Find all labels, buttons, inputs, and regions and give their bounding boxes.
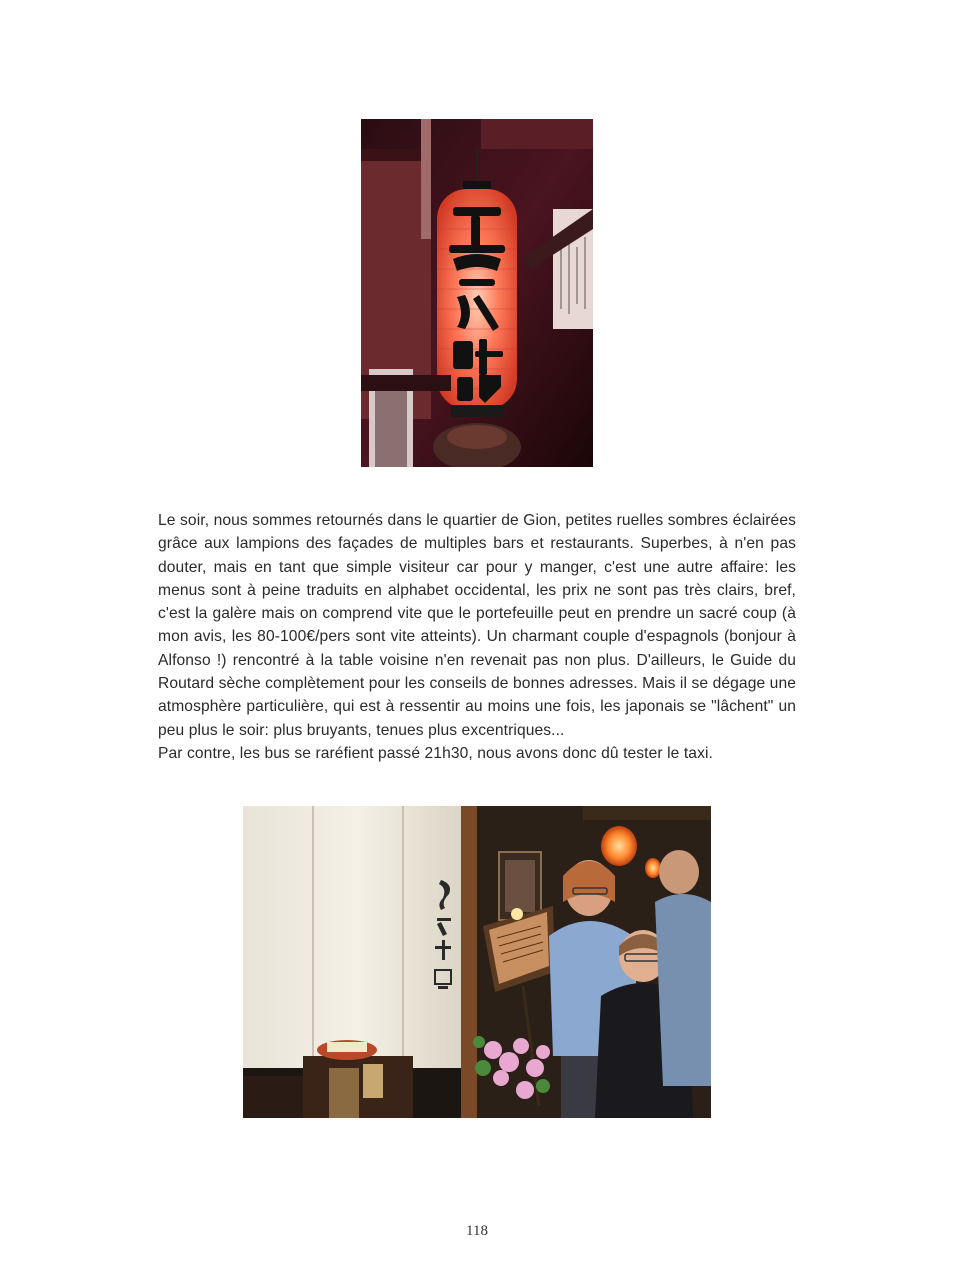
paragraph-evening-gion: Le soir, nous sommes retournés dans le quartier de Gion, petites ruelles sombres éclairées grâce aux lampions des façades de multiples bars et restaurants. Superbes, à n'en pas douter, mais en tant que simple visiteur car pour y manger, c'est une autre affaire: les menus sont à peine traduits en alphabet occidental, les prix ne sont pas très clairs, bref, c'est la galère mais on comprend vite que le portefeuille peut en prendre un sacré coup (à mon avis, les 80-100€/pers sont vite atteints). Un charmant couple d'espagnols (bonjour à Alfonso !) rencontré à la table voisine n'en revenait pas non plus. D'ailleurs, le Guide du Routard sèche complètement pour les conseils de bonnes adresses. Mais il se dégage une atmosphère particulière, qui est à ressentir au moins une fois, les japonais se "lâchent" un peu plus le soir: plus bruyants, tenues plus excentriques...	[158, 512, 796, 739]
restaurant-photo	[243, 806, 711, 1118]
lantern-photo	[361, 119, 593, 467]
body-text	[158, 509, 796, 765]
page-number: 118	[466, 1223, 488, 1239]
paragraph-taxi: Par contre, les bus se raréfient passé 21h30, nous avons donc dû tester le taxi.	[158, 744, 713, 762]
